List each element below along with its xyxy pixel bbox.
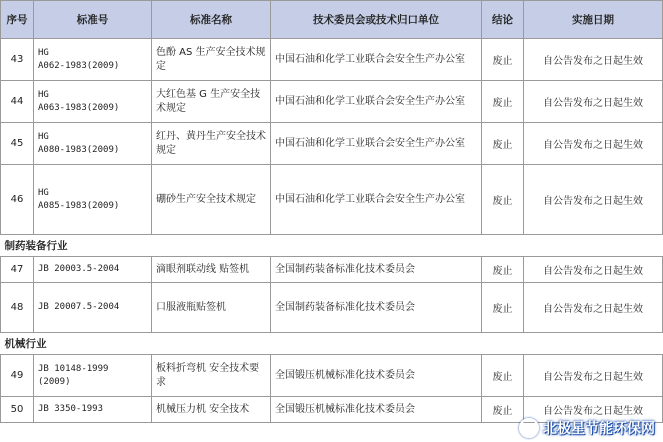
header-date: 实施日期 (524, 1, 663, 39)
header-org: 技术委员会或技术归口单位 (271, 1, 482, 39)
cell-result: 废止 (482, 283, 524, 333)
table-row (1, 355, 663, 397)
cell-std (34, 355, 152, 397)
std-line: JB 10148-1999 (38, 363, 109, 374)
std-line: HG (38, 187, 49, 198)
cell-std (34, 123, 152, 165)
std-line: HG (38, 89, 49, 100)
cell-no: 46 (1, 165, 34, 235)
cell-org: 全国锻压机械标准化技术委员会 (271, 397, 482, 423)
cell-result: 废止 (482, 39, 524, 81)
cell-std (34, 39, 152, 81)
cell-date: 自公告发布之日起生效 (524, 355, 663, 397)
cell-date: 自公告发布之日起生效 (524, 283, 663, 333)
section-title: 制药装备行业 (1, 235, 663, 257)
cell-name: 滴眼剂联动线 贴签机 (152, 257, 271, 283)
std-line: (2009) (38, 376, 71, 387)
cell-date: 自公告发布之日起生效 (524, 123, 663, 165)
cell-result: 废止 (482, 257, 524, 283)
cell-org: 中国石油和化学工业联合会安全生产办公室 (271, 123, 482, 165)
cell-date: 自公告发布之日起生效 (524, 81, 663, 123)
cell-no: 47 (1, 257, 34, 283)
table-row (1, 257, 663, 283)
cell-name: 机械压力机 安全技术 (152, 397, 271, 423)
cell-std (34, 165, 152, 235)
std-line: HG (38, 47, 49, 58)
header-no: 序号 (1, 1, 34, 39)
cell-no: 43 (1, 39, 34, 81)
cell-std: JB 20003.5-2004 (34, 257, 152, 283)
cell-no: 48 (1, 283, 34, 333)
cell-name: 色酚 AS 生产安全技术规定 (152, 39, 271, 81)
cell-org: 中国石油和化学工业联合会安全生产办公室 (271, 165, 482, 235)
cell-name: 硼砂生产安全技术规定 (152, 165, 271, 235)
std-line: A063-1983(2009) (38, 102, 120, 113)
cell-std: JB 20007.5-2004 (34, 283, 152, 333)
table-row (1, 165, 663, 235)
cell-org: 中国石油和化学工业联合会安全生产办公室 (271, 39, 482, 81)
header-result: 结论 (482, 1, 524, 39)
cell-std: JB 3350-1993 (34, 397, 152, 423)
cell-org: 全国锻压机械标准化技术委员会 (271, 355, 482, 397)
std-line: A085-1983(2009) (38, 200, 120, 211)
cell-org: 中国石油和化学工业联合会安全生产办公室 (271, 81, 482, 123)
std-line: A080-1983(2009) (38, 144, 120, 155)
cell-date: 自公告发布之日起生效 (524, 257, 663, 283)
cell-no: 44 (1, 81, 34, 123)
cell-name: 红丹、黄丹生产安全技术规定 (152, 123, 271, 165)
header-std: 标准号 (34, 1, 152, 39)
cell-no: 50 (1, 397, 34, 423)
table-row (1, 283, 663, 333)
cell-result: 废止 (482, 355, 524, 397)
cell-org: 全国制药装备标准化技术委员会 (271, 283, 482, 333)
cell-name: 口服液瓶贴签机 (152, 283, 271, 333)
cell-date: 自公告发布之日起生效 (524, 397, 663, 423)
section-row (1, 235, 663, 257)
table-header-row (1, 1, 663, 39)
std-line: HG (38, 131, 49, 142)
watermark (519, 418, 655, 438)
table-row (1, 39, 663, 81)
cell-name: 板料折弯机 安全技术要求 (152, 355, 271, 397)
cell-date: 自公告发布之日起生效 (524, 39, 663, 81)
watermark-text: 北极星节能环保网 (543, 421, 655, 437)
watermark-logo-icon (519, 418, 539, 438)
cell-result: 废止 (482, 123, 524, 165)
std-line: A062-1983(2009) (38, 60, 120, 71)
header-name: 标准名称 (152, 1, 271, 39)
table-row (1, 81, 663, 123)
cell-no: 45 (1, 123, 34, 165)
cell-name: 大红色基 G 生产安全技术规定 (152, 81, 271, 123)
cell-result: 废止 (482, 397, 524, 423)
cell-org: 全国制药装备标准化技术委员会 (271, 257, 482, 283)
table-row (1, 123, 663, 165)
section-title: 机械行业 (1, 333, 663, 355)
cell-no: 49 (1, 355, 34, 397)
cell-date: 自公告发布之日起生效 (524, 165, 663, 235)
cell-result: 废止 (482, 81, 524, 123)
cell-result: 废止 (482, 165, 524, 235)
section-row (1, 333, 663, 355)
cell-std (34, 81, 152, 123)
